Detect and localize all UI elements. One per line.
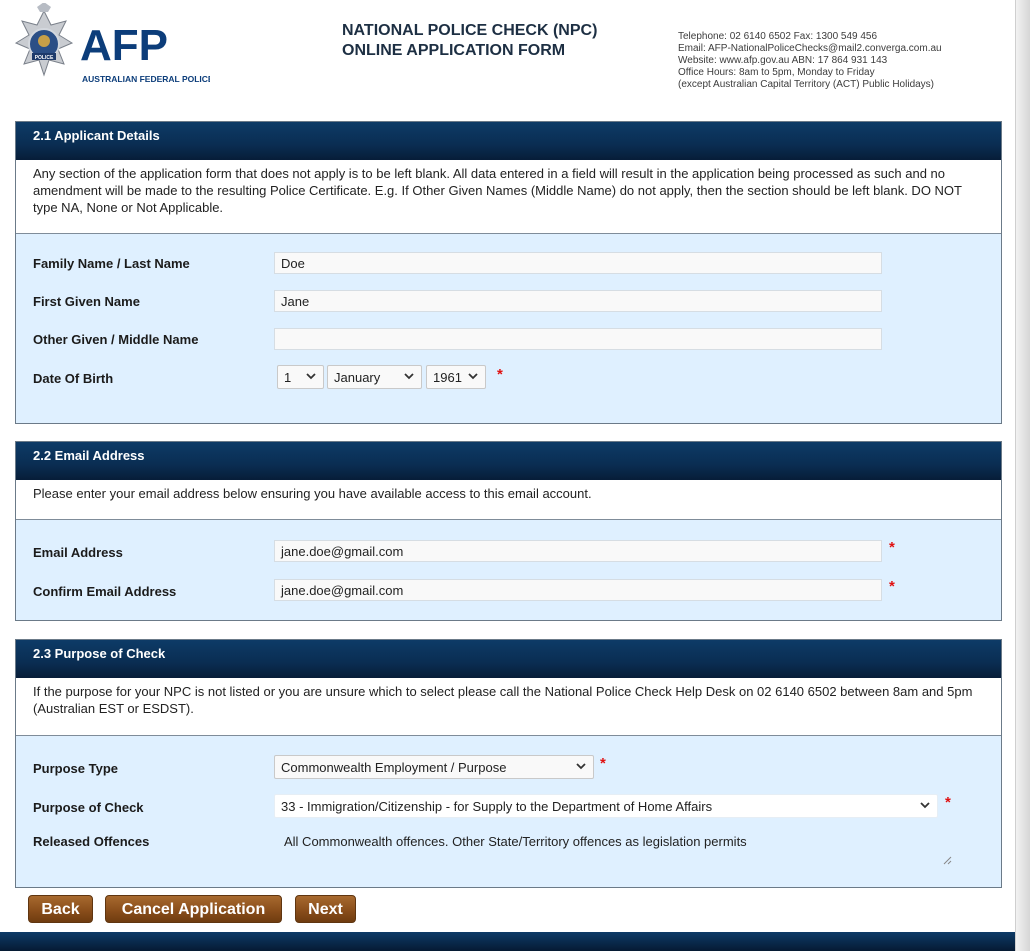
section-note: Please enter your email address below ensuring you have available access to this email account.: [16, 480, 1001, 520]
form-title: [342, 21, 662, 61]
middle-name-label: Other Given / Middle Name: [33, 332, 199, 347]
middle-name-input[interactable]: [274, 328, 882, 350]
chevron-down-icon: [403, 369, 415, 383]
dob-day-select[interactable]: [277, 365, 324, 389]
purpose-of-check-section: [15, 639, 1002, 888]
section-heading: 2.1 Applicant Details: [16, 122, 1001, 160]
email-address-section: [15, 441, 1002, 621]
section-body: [16, 736, 1001, 887]
form-title-line1: NATIONAL POLICE CHECK (NPC): [342, 22, 598, 39]
required-marker: *: [889, 539, 895, 556]
first-name-input[interactable]: Jane: [274, 290, 882, 312]
purpose-type-label: Purpose Type: [33, 761, 119, 776]
chevron-down-icon: [305, 369, 317, 383]
section-body: [16, 234, 1001, 423]
section-note: Any section of the application form that does not apply is to be left blank. All data entered in a field will result in the application being processed as such and no amendment will be made to the resulting Police Certificate. E.g. If Other Given Names (Middle Name) do not apply, then the section should be left blank. DO NOT type NA, None or Not Applicable.: [16, 160, 1001, 234]
contact-website: Website: www.afp.gov.au ABN: 17 864 931 143: [678, 55, 888, 66]
footer-bar: [0, 932, 1016, 951]
contact-email: Email: AFP-NationalPoliceChecks@mail2.converga.com.au: [678, 43, 942, 54]
dob-label: Date Of Birth: [33, 371, 114, 386]
required-marker: *: [600, 755, 606, 772]
section-body: [16, 520, 1001, 620]
svg-text:AFP: AFP: [80, 21, 168, 70]
contact-hours: Office Hours: 8am to 5pm, Monday to Friday: [678, 67, 875, 78]
dob-year-value: 1961: [433, 370, 462, 385]
released-offences-textarea[interactable]: [274, 828, 956, 872]
next-button[interactable]: Next: [295, 895, 356, 923]
chevron-down-icon: [575, 759, 587, 773]
svg-text:AUSTRALIAN FEDERAL POLICE: AUSTRALIAN FEDERAL POLICE: [82, 74, 210, 84]
purpose-type-value: Commonwealth Employment / Purpose: [281, 760, 507, 775]
contact-phone: Telephone: 02 6140 6502 Fax: 1300 549 456: [678, 31, 878, 42]
purpose-check-value: 33 - Immigration/Citizenship - for Supply to the Department of Home Affairs: [281, 799, 713, 814]
cancel-application-button[interactable]: Cancel Application: [105, 895, 282, 923]
dob-year-select[interactable]: [426, 365, 486, 389]
purpose-check-label: Purpose of Check: [33, 800, 144, 815]
back-button[interactable]: Back: [28, 895, 93, 923]
first-name-label: First Given Name: [33, 294, 140, 309]
dob-month-select[interactable]: [327, 365, 422, 389]
chevron-down-icon: [467, 369, 479, 383]
dob-day-value: 1: [284, 370, 292, 385]
police-badge-icon: [16, 3, 72, 75]
afp-logo: [10, 3, 210, 89]
confirm-email-input[interactable]: jane.doe@gmail.com: [274, 579, 882, 601]
form-title-line2: ONLINE APPLICATION FORM: [342, 42, 566, 59]
section-heading: 2.2 Email Address: [16, 442, 1001, 480]
email-input[interactable]: jane.doe@gmail.com: [274, 540, 882, 562]
required-marker: *: [945, 794, 951, 811]
family-name-label: Family Name / Last Name: [33, 256, 190, 271]
svg-text:POLICE: POLICE: [34, 55, 54, 61]
contact-info: [678, 31, 998, 91]
section-note: If the purpose for your NPC is not listed or you are unsure which to select please call the National Police Check Help Desk on 02 6140 6502 between 8am and 5pm (Australian EST or ESDST).: [16, 678, 1001, 736]
email-label: Email Address: [33, 545, 123, 560]
purpose-check-select[interactable]: [274, 794, 938, 818]
dob-month-value: January: [334, 370, 381, 385]
page-scrollbar[interactable]: [1015, 0, 1030, 951]
family-name-input[interactable]: Doe: [274, 252, 882, 274]
chevron-down-icon: [919, 798, 931, 812]
purpose-type-select[interactable]: [274, 755, 594, 779]
released-offences-label: Released Offences: [33, 834, 150, 849]
resize-handle-icon[interactable]: [942, 853, 952, 868]
released-offences-value: All Commonwealth offences. Other State/Territory offences as legislation permits: [284, 834, 747, 849]
applicant-details-section: [15, 121, 1002, 424]
required-marker: *: [497, 366, 503, 383]
contact-holidays: (except Australian Capital Territory (ACT) Public Holidays): [678, 79, 935, 90]
required-marker: *: [889, 578, 895, 595]
section-heading: 2.3 Purpose of Check: [16, 640, 1001, 678]
confirm-email-label: Confirm Email Address: [33, 584, 177, 599]
